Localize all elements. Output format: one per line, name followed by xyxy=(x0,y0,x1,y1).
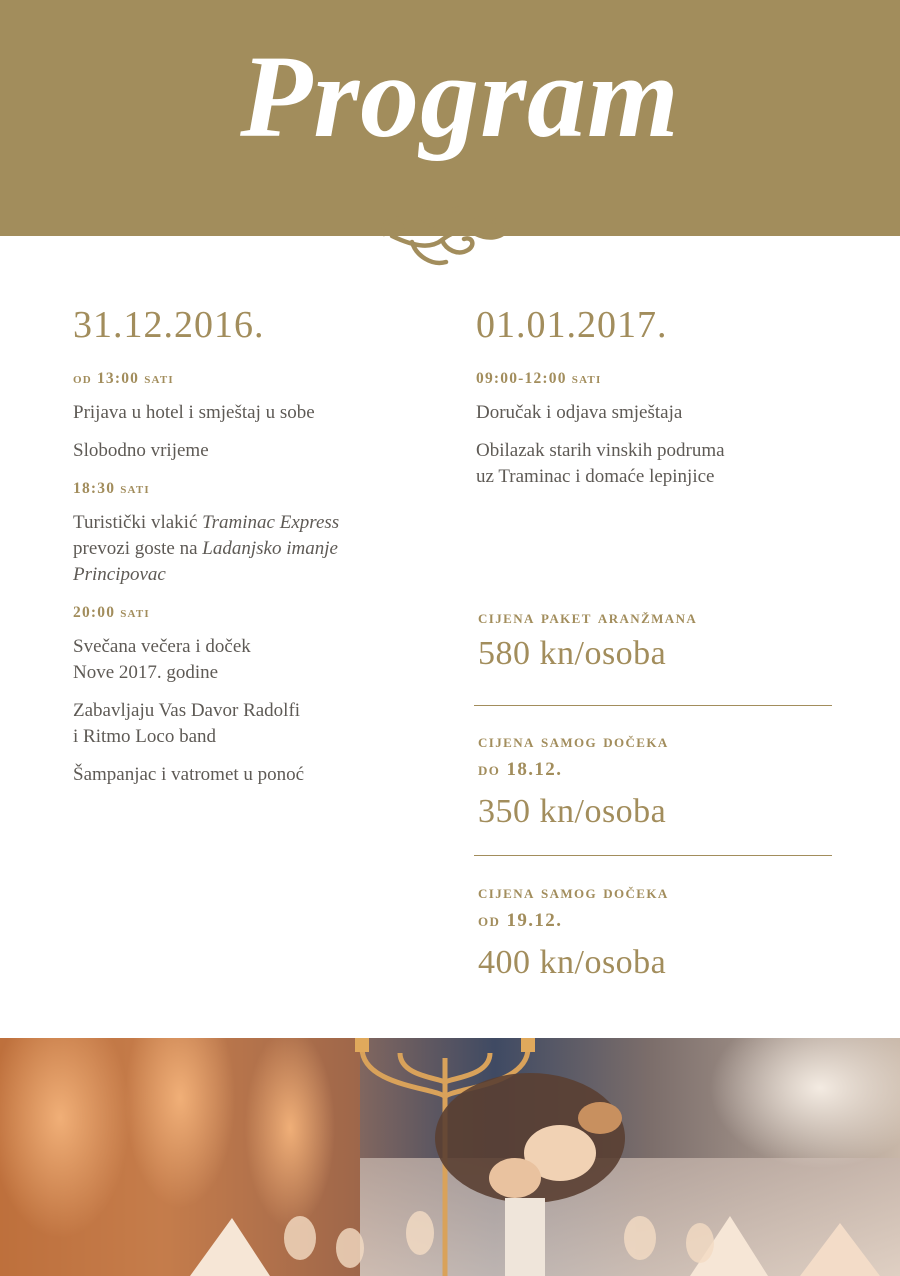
price-until-date xyxy=(478,728,832,834)
item-line: uz Traminac i domaće lepinjice xyxy=(476,466,715,487)
day2-time: 09:00-12:00 sati xyxy=(476,370,602,387)
item-line: Obilazak starih vinskih podruma xyxy=(476,440,725,461)
banquet-table-photo xyxy=(0,1038,900,1276)
day1-column xyxy=(73,296,433,800)
price-package xyxy=(478,604,832,676)
item-line: Zabavljaju Vas Davor Radolfi xyxy=(73,700,301,721)
item-line: i Ritmo Loco band xyxy=(73,726,217,747)
day2-item: Doručak i odjava smještaja xyxy=(476,402,683,423)
price-label: od 19.12. xyxy=(478,910,563,931)
day1-date: 31.12.2016. xyxy=(73,304,265,346)
place-name: Ladanjsko imanje xyxy=(202,538,338,559)
flourish-ornament-icon xyxy=(372,196,516,272)
day2-date: 01.01.2017. xyxy=(476,304,668,346)
item-line: Svečana večera i doček xyxy=(73,636,251,657)
divider xyxy=(474,855,832,856)
place-name: Principovac xyxy=(73,564,166,585)
price-label: cijena samog dočeka xyxy=(478,882,669,903)
price-from-date xyxy=(478,879,832,985)
day1-slot3-item: Šampanjac i vatromet u ponoć xyxy=(73,764,305,785)
day2-column xyxy=(476,296,836,502)
day1-slot1-time: od 13:00 sati xyxy=(73,370,174,387)
day1-slot2-item xyxy=(73,510,433,588)
day1-slot3-time: 20:00 sati xyxy=(73,604,150,621)
price-label: cijena samog dočeka xyxy=(478,731,669,752)
item-line: Nove 2017. godine xyxy=(73,662,219,683)
price-label: cijena paket aranžmana xyxy=(478,607,698,628)
day1-slot3-item xyxy=(73,698,433,750)
train-text: Turistički vlakić xyxy=(73,512,203,533)
day1-slot3-item xyxy=(73,634,433,686)
price-value: 580 kn/osoba xyxy=(478,635,667,672)
train-name: Traminac Express xyxy=(202,512,340,533)
page-title: Program xyxy=(240,31,680,162)
price-value: 350 kn/osoba xyxy=(478,793,667,830)
price-value: 400 kn/osoba xyxy=(478,944,667,981)
photo-illustration-icon xyxy=(0,1038,900,1276)
divider xyxy=(474,705,832,706)
day1-slot1-item: Prijava u hotel i smještaj u sobe xyxy=(73,402,315,423)
day1-slot2-time: 18:30 sati xyxy=(73,480,150,497)
day2-item xyxy=(476,438,836,490)
day1-slot1-item: Slobodno vrijeme xyxy=(73,440,209,461)
train-text: prevozi goste na xyxy=(73,538,203,559)
price-label: do 18.12. xyxy=(478,759,563,780)
